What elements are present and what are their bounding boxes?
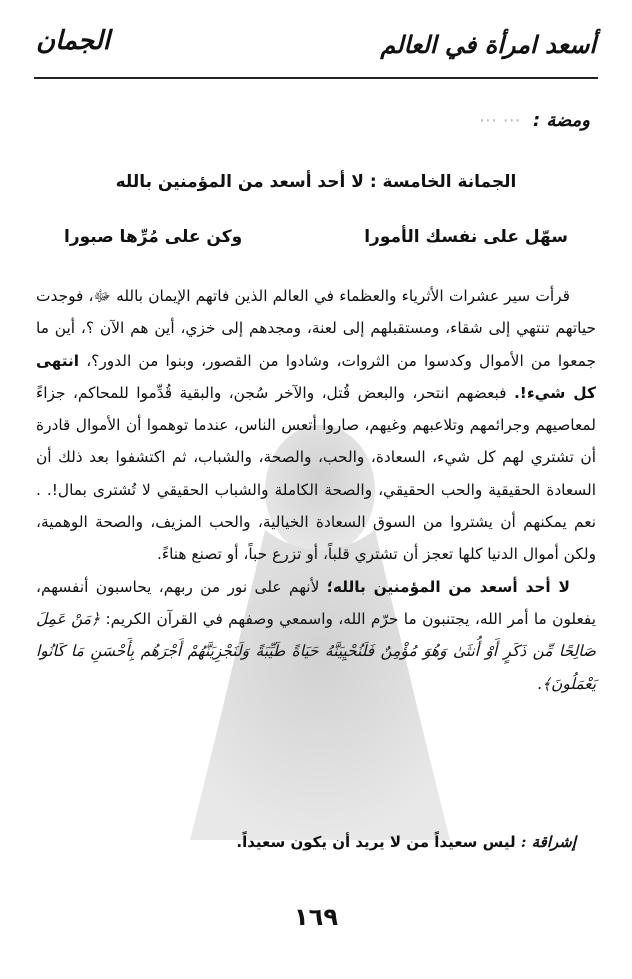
quran-verse: ﴿مَنْ عَمِلَ صَالِحًا مِّن ذَكَرٍ أَوْ أُنثَىٰ وَهُوَ مُؤْمِنٌ فَلَنُحْيِيَنَّهُ حَيَاةً طَيِّبَةً وَلَنَجْزِيَنَّهُمْ أَجْرَهُم بِأَحْسَنِ مَا كَانُوا يَعْمَلُونَ﴾. <box>36 609 596 693</box>
ishraqa-text: ليس سعيداً من لا يريد أن يكون سعيداً. <box>236 833 516 851</box>
paragraph-1-part-1: قرأت سير عشرات الأثرياء والعظماء في العالم الذين فاتهم الإيمان بالله ﷻ، فوجدت حياتهم تنتهي إلى شقاء، ومستقبلهم إلى لعنة، ومجدهم إلى خزي، أين هم الآن ؟، أين ما جمعوا من الأموال وكدسوا من الثروات، وشادوا من القصور، وبنوا من الدور؟، <box>36 287 596 370</box>
paragraph-1-bold-phrase: انتهى كل شيء!. <box>36 351 596 402</box>
chapter-title: الجمانة الخامسة : لا أحد أسعد من المؤمنين بالله <box>115 172 517 192</box>
section-title-header: الجمان <box>36 26 110 56</box>
paragraph-1 <box>36 280 596 571</box>
paragraph-2-bold-phrase: لا أحد أسعد من المؤمنين بالله؛ <box>326 577 570 596</box>
flash-label: ومضة : <box>532 110 590 131</box>
ishraqa-label: إشراقة : <box>520 833 576 851</box>
paragraph-2-part-1: لأنهم على نور من ربهم، يحاسبون أنفسهم، يفعلون ما أمر الله، يجتنبون ما حرّم الله، واسمعي وصفهم في القرآن الكريم: <box>36 577 596 628</box>
flash-faded-text-icon: ⋯ ⋯ <box>478 110 521 131</box>
verse-second-hemistich: وكن على مُرِّها صبورا <box>64 227 243 247</box>
flash-heading <box>479 110 590 131</box>
header-divider <box>34 77 598 79</box>
paragraph-1-part-2: فبعضهم انتحر، والبعض قُتل، والآخر سُجن، والبقية قُدِّموا للمحاكم، جزاءً لمعاصيهم وجرائمهم وتلاعبهم وغيهم، صاروا أتعس الناس، عندما توهموا أن الأموال قادرة أن تشتري لهم كل شيء، السعادة، والحب، والصحة، والشباب، ثم اكتشفوا بعد ذلك أن السعادة الحقيقية والحب الحقيقي، والصحة الكاملة والشباب الحقيقي لا تُشترى بمال!. . نعم يمكنهم أن يشتروا من السوق السعادة الخيالية، والحب المزيف، والصحة الوهمية، ولكن أموال الدنيا كلها تعجز أن تشتري قلباً، أو تزرع حباً، أو تصنع هناءً. <box>36 383 596 564</box>
page-number: ١٦٩ <box>294 903 338 931</box>
verse-first-hemistich: سهّل على نفسك الأمورا <box>364 227 568 247</box>
paragraph-2 <box>36 571 596 700</box>
ishraqa-note <box>236 833 576 851</box>
book-title-header: أسعد امرأة في العالم <box>380 30 596 59</box>
body-text <box>36 280 596 700</box>
